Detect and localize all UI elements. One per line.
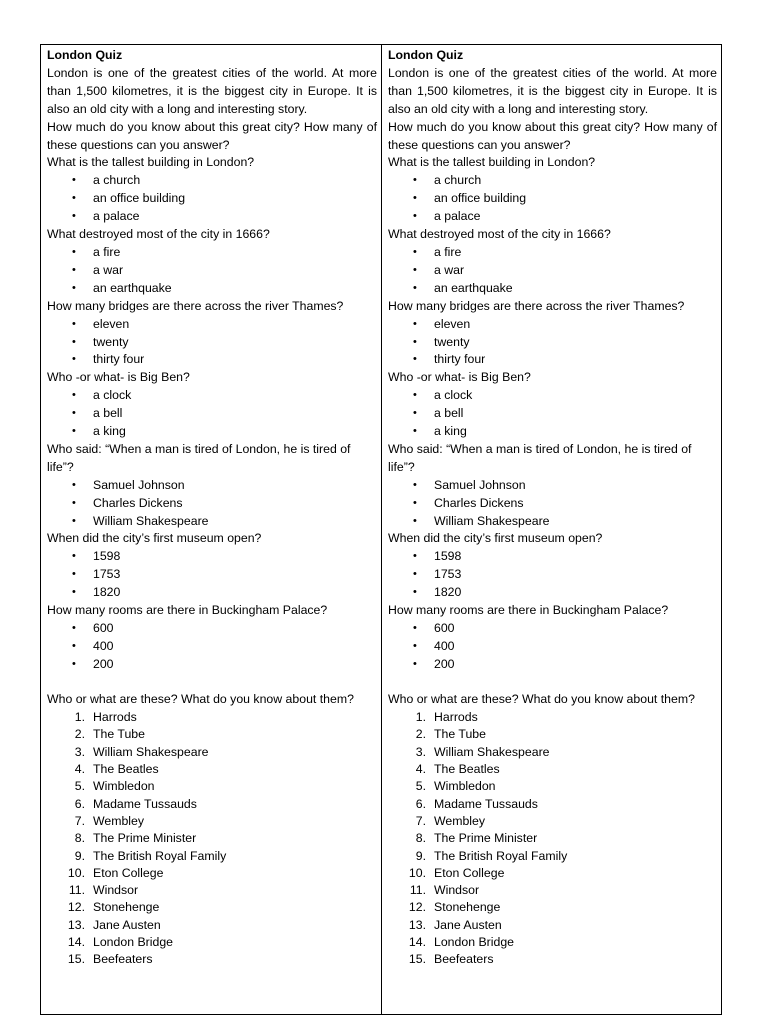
answer-option-label: 600 [434,621,455,635]
answer-option [47,208,377,226]
answer-option [388,423,717,441]
list-item [47,848,377,865]
list-item-label: Wembley [93,813,145,828]
bullet-icon: • [72,317,76,330]
bullet-icon: • [413,317,417,330]
answer-option-label: 200 [93,656,114,671]
answer-option-label: 1598 [434,549,462,564]
answer-option-label: 400 [93,638,114,653]
spacer [47,674,377,692]
answer-option-label: a king [434,424,467,439]
answer-options [388,387,717,441]
list-item [388,744,717,761]
bullet-icon: • [72,425,76,438]
list-item-label: Windsor [434,883,480,898]
answer-option-label: a bell [434,406,464,421]
answer-option [47,584,377,602]
list-item-number: 9. [74,848,85,863]
answer-option-label: a church [93,173,141,188]
answer-option [388,334,717,352]
answer-option [388,477,717,495]
bullet-icon: • [72,335,76,348]
question-text: Who -or what- is Big Ben? [388,370,531,385]
list-item [47,830,377,847]
worksheet-table [40,44,722,1015]
answer-option [388,566,717,584]
answer-option [47,387,377,405]
bullet-icon: • [413,514,417,527]
list-item-number: 12. [67,900,85,915]
list-item [47,865,377,882]
list-item-label: London Bridge [93,934,173,949]
answer-option [388,190,717,208]
bullet-icon: • [72,174,76,187]
list-item-number: 4. [74,762,85,777]
bullet-icon: • [72,514,76,527]
list-item-number: 2. [74,727,85,742]
list-item-number: 5. [74,779,85,794]
list-item-label: Eton College [434,865,505,880]
quiz-column-right [381,45,721,1014]
answer-option-label: a bell [93,406,123,421]
list-item [388,951,717,968]
list-item-label: The British Royal Family [434,848,568,863]
answer-option-label: a church [434,173,482,188]
list-item [47,917,377,934]
answer-option-label: Charles Dickens [434,495,524,510]
bullet-icon: • [413,389,417,402]
question-text: What is the tallest building in London? [388,155,596,170]
bullet-icon: • [413,210,417,223]
list-item-label: The Tube [93,727,145,742]
answer-option [47,351,377,369]
answer-option-label: 1753 [434,567,462,582]
question-list [47,154,377,673]
list-item-label: Wembley [434,813,486,828]
list-item [47,726,377,743]
list-item [47,744,377,761]
answer-option [47,566,377,584]
answer-options [47,620,377,674]
list-prompt: Who or what are these? What do you know about them? [47,692,354,707]
bullet-icon: • [72,210,76,223]
answer-option [47,405,377,423]
list-item [388,726,717,743]
list-item-label: Stonehenge [93,900,160,915]
question-text: When did the city’s first museum open? [47,531,262,546]
list-item-number: 15. [408,952,426,967]
bullet-icon: • [413,425,417,438]
list-item-label: London Bridge [434,934,514,949]
list-item-label: Jane Austen [93,917,161,932]
bullet-icon: • [72,263,76,276]
bullet-icon: • [413,639,417,652]
bullet-icon: • [72,568,76,581]
answer-option [47,334,377,352]
list-item-number: 11. [68,883,85,898]
bullet-icon: • [413,478,417,491]
answer-option-label: eleven [434,316,471,331]
answer-option [47,172,377,190]
answer-option-label: William Shakespeare [434,513,550,528]
list-item-number: 8. [415,831,426,846]
list-item [47,899,377,916]
bullet-icon: • [72,586,76,599]
bullet-icon: • [72,550,76,563]
bullet-icon: • [72,407,76,420]
answer-options [47,244,377,298]
bullet-icon: • [413,407,417,420]
answer-option [47,638,377,656]
list-item [388,917,717,934]
answer-option [388,584,717,602]
list-item-label: Madame Tussauds [434,796,538,811]
list-item-number: 6. [74,796,85,811]
list-item [47,813,377,830]
bullet-icon: • [413,568,417,581]
answer-option [47,548,377,566]
list-item-number: 4. [415,762,426,777]
list-item-label: Wimbledon [434,779,496,794]
bullet-icon: • [413,281,417,294]
answer-option-label: twenty [434,334,470,349]
answer-option-label: a fire [434,244,462,259]
answer-option [47,513,377,531]
list-item-number: 6. [415,796,426,811]
list-item-number: 5. [415,779,426,794]
question-text: What destroyed most of the city in 1666? [47,227,270,242]
answer-option [47,190,377,208]
list-item [388,934,717,951]
answer-option [47,316,377,334]
list-item [388,796,717,813]
list-item-number: 1. [74,710,85,725]
answer-option [388,513,717,531]
quiz-intro: London is one of the greatest cities of the world. At more than 1,500 kilometres, it is the biggest city in Europe. It is also an old city with a long and interesting story. [388,65,717,116]
list-item-label: The Beatles [434,762,500,777]
list-item [388,709,717,726]
answer-option-label: a clock [93,388,132,403]
list-item-label: Windsor [93,883,139,898]
bullet-icon: • [413,192,417,205]
numbered-list [47,709,377,968]
answer-option [388,656,717,674]
answer-options [388,477,717,531]
answer-option-label: a palace [434,209,481,224]
bullet-icon: • [413,586,417,599]
bullet-icon: • [72,245,76,258]
answer-option-label: an earthquake [434,280,513,295]
list-item-label: William Shakespeare [93,744,209,759]
answer-option-label: a fire [93,244,121,259]
list-item-label: Eton College [93,865,164,880]
answer-option-label: a war [434,262,465,277]
question-text: Who -or what- is Big Ben? [47,370,190,385]
bullet-icon: • [72,622,76,634]
answer-option [47,656,377,674]
list-item-number: 15. [67,952,85,967]
list-item-label: Beefeaters [93,952,153,967]
answer-option [47,262,377,280]
list-item-label: Harrods [93,710,137,725]
answer-option [388,172,717,190]
answer-option [388,495,717,513]
list-item-label: Wimbledon [93,779,155,794]
answer-option-label: William Shakespeare [93,513,209,528]
bullet-icon: • [72,639,76,652]
list-item [388,882,717,899]
question-list [388,154,717,673]
answer-option [388,405,717,423]
list-item-number: 14. [408,934,426,949]
bullet-icon: • [72,353,76,366]
answer-option-label: 200 [434,656,455,671]
list-item [47,761,377,778]
list-item-number: 8. [74,831,85,846]
list-item-label: The Prime Minister [434,831,538,846]
list-item-number: 13. [67,917,85,932]
answer-option-label: thirty four [93,352,145,367]
bullet-icon: • [413,622,417,634]
question-text: Who said: “When a man is tired of London, he is tired of life”? [388,441,692,474]
list-item-label: Harrods [434,710,478,725]
spacer [388,674,717,692]
bullet-icon: • [413,245,417,258]
quiz-title: London Quiz [388,48,464,62]
quiz-intro: London is one of the greatest cities of the world. At more than 1,500 kilometres, it is the biggest city in Europe. It is also an old city with a long and interesting story. [47,65,377,116]
answer-option [388,208,717,226]
answer-options [47,387,377,441]
list-item-number: 10. [67,865,85,880]
answer-option [388,351,717,369]
question-text: What destroyed most of the city in 1666? [388,227,611,242]
bullet-icon: • [72,478,76,491]
list-item [47,882,377,899]
list-item [388,778,717,795]
list-item [388,899,717,916]
answer-option [388,262,717,280]
answer-option [388,387,717,405]
answer-option [388,548,717,566]
answer-options [388,316,717,370]
list-item-number: 10. [408,865,426,880]
bullet-icon: • [72,192,76,205]
answer-option [47,244,377,262]
bullet-icon: • [413,174,417,187]
answer-option [47,495,377,513]
answer-options [388,172,717,226]
answer-option-label: a palace [93,209,140,224]
question-text: Who said: “When a man is tired of London, he is tired of life”? [47,441,351,474]
answer-option-label: an earthquake [93,280,172,295]
list-item-number: 14. [67,934,85,949]
quiz-title: London Quiz [47,48,123,62]
bullet-icon: • [72,657,76,670]
answer-options [388,620,717,674]
answer-option-label: twenty [93,334,129,349]
question-text: How many bridges are there across the river Thames? [388,298,685,313]
list-item [47,778,377,795]
answer-option-label: Samuel Johnson [93,477,185,492]
list-item-label: Jane Austen [434,917,502,932]
question-text: What is the tallest building in London? [47,155,255,170]
answer-option [388,280,717,298]
answer-option [388,316,717,334]
answer-option-label: 1820 [93,585,121,600]
answer-option-label: 400 [434,638,455,653]
list-item-number: 11. [409,883,426,898]
question-text: How many rooms are there in Buckingham Palace? [47,603,328,618]
list-item-label: The Prime Minister [93,831,197,846]
list-item [388,761,717,778]
answer-option-label: eleven [93,316,130,331]
list-item-number: 9. [415,848,426,863]
answer-options [47,548,377,602]
answer-option-label: a war [93,262,124,277]
answer-option-label: 1598 [93,549,121,564]
list-item [47,796,377,813]
bullet-icon: • [413,550,417,563]
bullet-icon: • [413,496,417,509]
answer-option-label: Samuel Johnson [434,477,526,492]
bullet-icon: • [72,389,76,402]
list-item-number: 13. [408,917,426,932]
answer-option-label: Charles Dickens [93,495,183,510]
list-item [47,951,377,968]
numbered-list [388,709,717,968]
bullet-icon: • [413,335,417,348]
answer-options [47,477,377,531]
answer-options [388,548,717,602]
list-item [388,865,717,882]
list-item-number: 2. [415,727,426,742]
bullet-icon: • [413,657,417,670]
answer-options [47,316,377,370]
answer-option-label: an office building [93,191,186,206]
list-item-label: The British Royal Family [93,848,227,863]
bullet-icon: • [72,281,76,294]
list-item [388,830,717,847]
list-item-number: 1. [415,710,426,725]
list-item-number: 3. [415,744,426,759]
answer-option [388,620,717,638]
bullet-icon: • [72,496,76,509]
list-item-number: 7. [74,813,85,828]
answer-option-label: 1820 [434,585,462,600]
list-item-label: William Shakespeare [434,744,550,759]
list-item-number: 12. [408,900,426,915]
list-prompt: Who or what are these? What do you know about them? [388,692,695,707]
quiz-column-left [41,45,381,1014]
answer-option [47,620,377,638]
answer-option-label: 1753 [93,567,121,582]
list-item [47,709,377,726]
list-item [388,813,717,830]
answer-option-label: thirty four [434,352,486,367]
list-item [388,848,717,865]
list-item-label: The Tube [434,727,486,742]
answer-option-label: a king [93,424,126,439]
answer-option-label: an office building [434,191,527,206]
quiz-prompt: How much do you know about this great city? How many of these questions can you answer? [388,119,717,152]
list-item [47,934,377,951]
question-text: How many rooms are there in Buckingham Palace? [388,603,669,618]
answer-option [388,638,717,656]
list-item-label: Stonehenge [434,900,501,915]
answer-option-label: a clock [434,388,473,403]
list-item-label: Madame Tussauds [93,796,197,811]
answer-options [388,244,717,298]
list-item-label: Beefeaters [434,952,494,967]
bullet-icon: • [413,353,417,366]
question-text: When did the city’s first museum open? [388,531,603,546]
answer-option [388,244,717,262]
answer-option [47,280,377,298]
bullet-icon: • [413,263,417,276]
quiz-prompt: How much do you know about this great city? How many of these questions can you answer? [47,119,377,152]
answer-options [47,172,377,226]
list-item-label: The Beatles [93,762,159,777]
question-text: How many bridges are there across the river Thames? [47,298,344,313]
answer-option-label: 600 [93,621,114,635]
answer-option [47,423,377,441]
answer-option [47,477,377,495]
list-item-number: 7. [415,813,426,828]
list-item-number: 3. [74,744,85,759]
